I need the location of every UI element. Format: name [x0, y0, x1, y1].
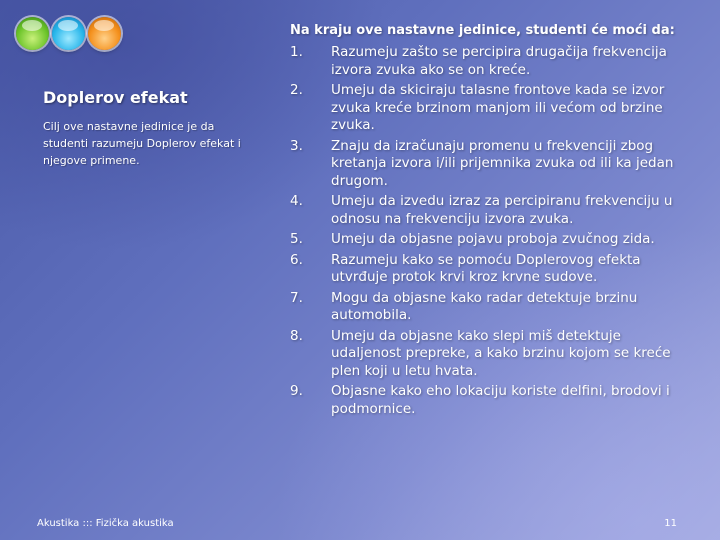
list-item: [290, 252, 690, 287]
list-item: [290, 138, 690, 191]
item-text: Umeju da skiciraju talasne frontove kada se izvor zvuka kreće brzinom manjom ili većom od brzine zvuka.: [331, 82, 665, 133]
list-item: [290, 44, 690, 79]
decorative-orbs: [16, 17, 121, 50]
list-item: [290, 383, 690, 418]
slide-number: 11: [664, 518, 677, 529]
item-number: 4.: [290, 193, 303, 209]
item-text: Razumeju zašto se percipira drugačija frekvencija izvora zvuka ako se on kreće.: [331, 44, 667, 78]
orange-orb-icon: [88, 17, 121, 50]
blue-orb-icon: [52, 17, 85, 50]
item-number: 9.: [290, 383, 303, 399]
item-text: Objasne kako eho lokaciju koriste delfini, brodovi i podmornice.: [331, 383, 670, 417]
item-text: Razumeju kako se pomoću Doplerovog efekta utvrđuje protok krvi kroz krvne sudove.: [331, 251, 641, 285]
item-number: 2.: [290, 82, 303, 98]
item-number: 3.: [290, 137, 303, 154]
list-item: [290, 290, 690, 325]
list-item: [290, 82, 690, 135]
item-number: 7.: [290, 289, 303, 306]
item-number: 6.: [290, 251, 303, 268]
outcomes-section: [290, 23, 690, 421]
list-item: [290, 231, 690, 249]
item-text: Mogu da objasne kako radar detektuje brzinu automobila.: [331, 289, 638, 323]
slide-summary: Cilj ove nastavne jedinice je da studenti razumeju Doplerov efekat i njegove primene.: [43, 120, 241, 167]
item-number: 1.: [290, 44, 303, 60]
item-number: 5.: [290, 231, 303, 247]
item-text: Umeju da izvedu izraz za percipiranu frekvenciju u odnosu na frekvenciju izvora zvuka.: [331, 193, 673, 227]
list-item: [290, 328, 690, 381]
list-item: [290, 193, 690, 228]
footer-course-label: Akustika ::: Fizička akustika: [37, 518, 174, 529]
item-text: Umeju da objasne kako slepi miš detektuje udaljenost prepreke, a kako brzinu kojom se kreće plen koji u letu hvata.: [331, 327, 671, 379]
outcomes-list: [290, 44, 690, 418]
green-orb-icon: [16, 17, 49, 50]
item-text: Znaju da izračunaju promenu u frekvenciji zbog kretanja izvora i/ili prijemnika zvuka od ili ka jedan drugom.: [331, 137, 674, 189]
item-text: Umeju da objasne pojavu proboja zvučnog zida.: [331, 231, 655, 247]
item-number: 8.: [290, 327, 303, 344]
slide-title: Doplerov efekat: [43, 88, 188, 107]
outcomes-heading: Na kraju ove nastavne jedinice, studenti će moći da:: [290, 23, 675, 38]
